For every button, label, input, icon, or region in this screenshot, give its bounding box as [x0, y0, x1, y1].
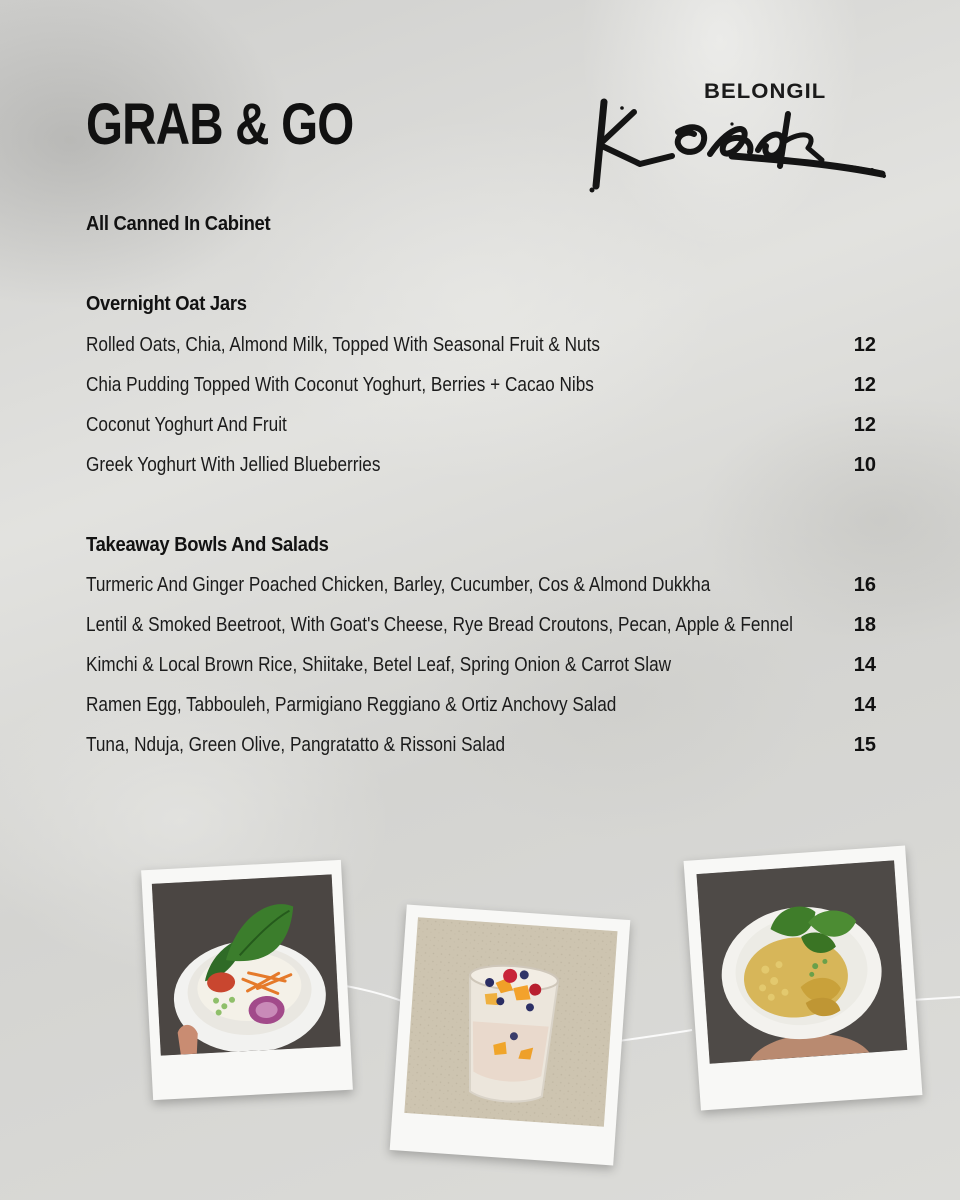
logo-wordmark: BELONGIL — [704, 80, 827, 103]
item-price: 12 — [853, 334, 876, 356]
kimchi-rice-bowl-photo-icon — [152, 874, 341, 1055]
item-name: Turmeric And Ginger Poached Chicken, Barley, Cucumber, Cos & Almond Dukkha — [86, 574, 711, 596]
section-title-canned: All Canned In Cabinet — [86, 213, 271, 235]
item-name: Tuna, Nduja, Green Olive, Pangratatto & Rissoni Salad — [86, 734, 506, 756]
item-price: 12 — [853, 374, 876, 396]
fruit-yoghurt-jar-photo-icon — [404, 917, 617, 1126]
item-name: Rolled Oats, Chia, Almond Milk, Topped With Seasonal Fruit & Nuts — [86, 334, 601, 356]
item-price: 14 — [853, 654, 876, 676]
item-name: Coconut Yoghurt And Fruit — [86, 414, 287, 436]
item-name: Kimchi & Local Brown Rice, Shiitake, Betel Leaf, Spring Onion & Carrot Slaw — [86, 654, 672, 676]
item-price: 18 — [853, 614, 876, 636]
polaroid-photo-2 — [390, 904, 631, 1165]
page-title: GRAB & GO — [86, 92, 354, 157]
item-price: 15 — [853, 734, 876, 756]
item-price: 12 — [853, 414, 876, 436]
polaroid-photo-3 — [684, 846, 923, 1111]
item-name: Ramen Egg, Tabbouleh, Parmigiano Reggiano & Ortiz Anchovy Salad — [86, 694, 617, 716]
section-title-oat-jars: Overnight Oat Jars — [86, 293, 247, 315]
item-price: 16 — [853, 574, 876, 596]
item-name: Greek Yoghurt With Jellied Blueberries — [86, 454, 381, 476]
item-name: Chia Pudding Topped With Coconut Yoghurt, Berries + Cacao Nibs — [86, 374, 594, 396]
item-name: Lentil & Smoked Beetroot, With Goat's Cheese, Rye Bread Croutons, Pecan, Apple & Fennel — [86, 614, 793, 636]
polaroid-photo-1 — [141, 860, 353, 1100]
item-price: 14 — [853, 694, 876, 716]
section-title-bowls: Takeaway Bowls And Salads — [86, 534, 329, 556]
item-price: 10 — [853, 454, 876, 476]
chicken-barley-bowl-photo-icon — [696, 860, 907, 1063]
